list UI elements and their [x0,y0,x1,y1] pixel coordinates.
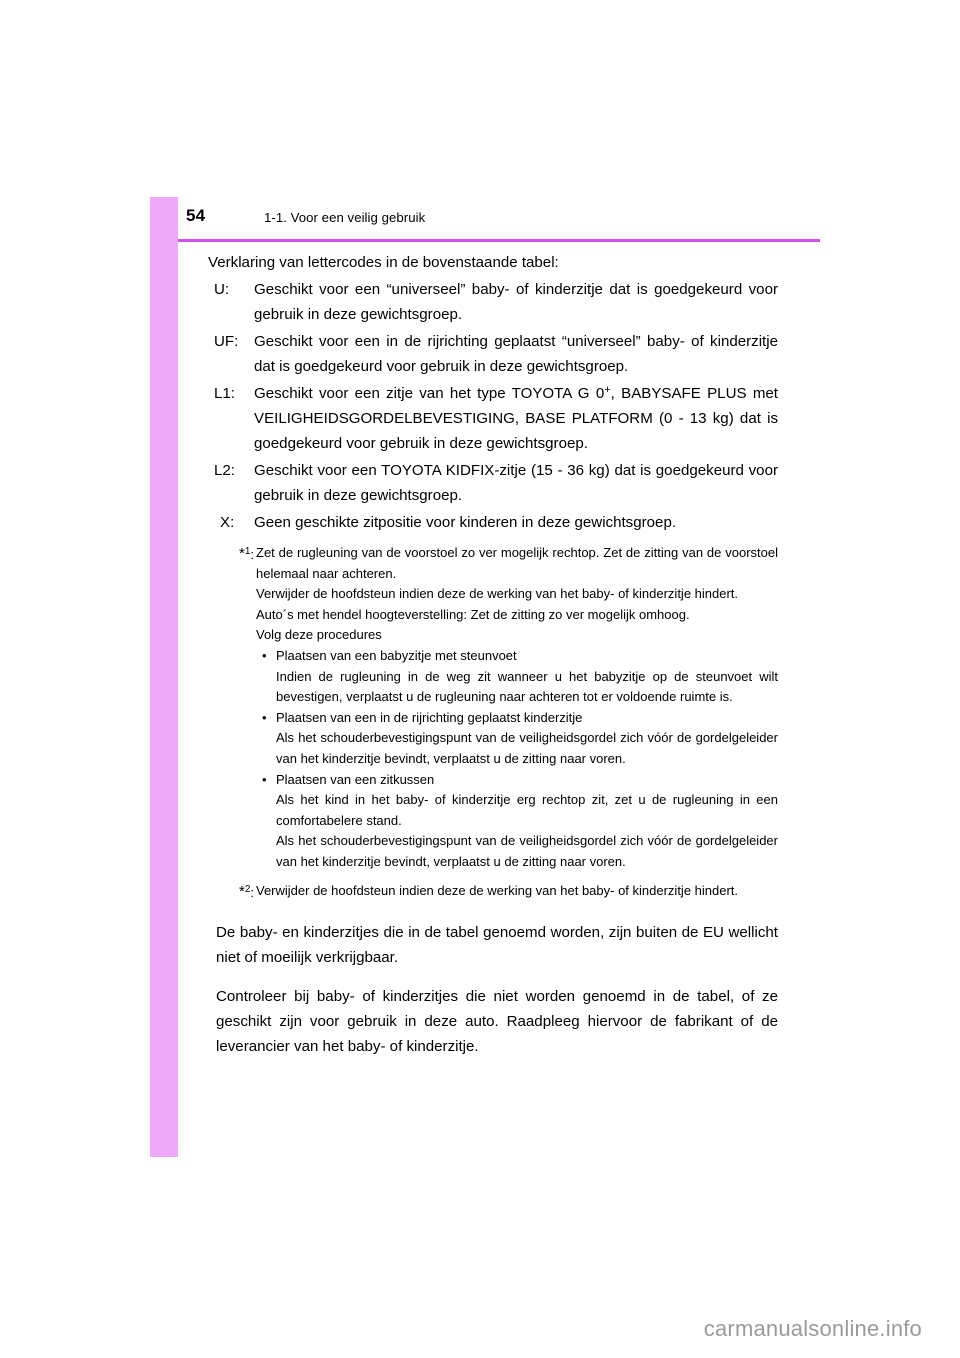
section-color-tab [150,197,178,1157]
closing-paragraph: De baby- en kinderzitjes die in de tabel genoemd worden, zijn buiten de EU wellicht niet of moeilijk verkrijgbaar. [216,923,778,966]
footnote-paragraph: Auto´s met hendel hoogteverstelling: Zet de zitting zo ver mogelijk omhoog. [256,606,690,622]
list-item [256,708,778,770]
definition-row-l2 [208,458,778,508]
page-content [208,250,778,1059]
definition-text-part1: Geschikt voor een zitje van het type TOYOTA G 0 [254,385,605,402]
list-item [256,770,778,873]
page-number: 54 [186,206,206,225]
definition-text-part2: , BABYSAFE PLUS met VEILIGHEIDSGORDELBEVESTIGING, BASE PLATFORM (0 - 13 kg) dat is goedgekeurd voor gebruik in deze gewichtsgroep. [254,385,778,452]
footnote-2 [208,881,778,903]
footnote-paragraph: Zet de rugleuning van de voorstoel zo ver mogelijk rechtop. Zet de zitting van de voorstoel helemaal naar achteren. [256,545,778,581]
definition-code: X: [220,514,235,531]
definition-row-u [208,277,778,327]
footnote-paragraph: Verwijder de hoofdsteun indien deze de werking van het baby- of kinderzitje hindert. [256,586,739,602]
definition-text [254,381,778,456]
section-title: 1-1. Voor een veilig gebruik [264,210,426,225]
footnote-paragraph: Volg deze procedures [256,627,382,643]
footnote-colon: : [250,884,254,900]
footnote-colon: : [250,547,254,562]
definition-code: UF: [214,333,239,350]
list-item-heading: Plaatsen van een babyzitje met steunvoet [276,647,517,663]
list-item-paragraph: Als het schouderbevestigingspunt van de veiligheidsgordel zich vóór de gordelgeleider van het kinderzitje bevindt, verplaatst u de zitting naar voren. [276,730,778,766]
footnote-number: 1 [244,546,251,557]
bullet-icon: • [262,771,267,787]
footnote-paragraph: Verwijder de hoofdsteun indien deze de werking van het baby- of kinderzitje hindert. [256,882,739,898]
definition-text: Geen geschikte zitpositie voor kinderen in deze gewichtsgroep. [254,514,677,531]
footnote-asterisk: * [238,545,245,562]
header-divider [178,239,820,242]
closing-paragraph: Controleer bij baby- of kinderzitjes die niet worden genoemd in de tabel, of ze geschikt zijn voor gebruik in deze auto. Raadpleeg hiervoor de fabrikant of de leverancier van het baby- of kinderzitje. [216,987,778,1055]
definition-row-l1 [208,381,778,456]
footnote-2-body [256,881,778,902]
footnote-2-marker [208,881,256,903]
definition-text: Geschikt voor een in de rijrichting geplaatst “universeel” baby- of kinderzitje dat is goedgekeurd voor gebruik in deze gewichtsgroep. [254,333,778,375]
footnote-1-body [256,543,778,873]
superscript-plus: + [604,384,611,396]
footnote-number: 2 [244,883,251,895]
list-item-heading: Plaatsen van een zitkussen [276,771,435,787]
definition-text: Geschikt voor een TOYOTA KIDFIX-zitje (15 - 36 kg) dat is goedgekeurd voor gebruik in deze gewichtsgroep. [254,462,778,504]
bullet-icon: • [262,709,267,725]
lead-paragraph: Verklaring van lettercodes in de bovenstaande tabel: [208,254,559,271]
site-watermark: carmanualsonline.info [703,1316,922,1341]
bullet-icon: • [262,647,267,663]
definition-code: L1: [214,385,235,402]
definition-text: Geschikt voor een “universeel” baby- of kinderzitje dat is goedgekeurd voor gebruik in deze gewichtsgroep. [254,281,778,323]
list-item [256,646,778,708]
list-item-heading: Plaatsen van een in de rijrichting geplaatst kinderzitje [276,709,583,725]
list-item-paragraph: Als het schouderbevestigingspunt van de veiligheidsgordel zich vóór de gordelgeleider van het kinderzitje bevindt, verplaatst u de zitting naar voren. [276,833,778,869]
footnote-1-marker [208,543,256,565]
closing-section [208,920,778,1059]
definition-row-uf [208,329,778,379]
definition-row-x [208,510,778,535]
definition-code: U: [214,281,230,298]
list-item-paragraph: Als het kind in het baby- of kinderzitje erg rechtop zit, zet u de rugleuning in een comfortabelere stand. [276,792,778,828]
list-item-paragraph: Indien de rugleuning in de weg zit wanneer u het babyzitje op de steunvoet wilt bevestigen, verplaatst u de rugleuning naar achteren tot er voldoende ruimte is. [276,668,778,705]
footnote-asterisk: * [238,882,245,900]
procedure-list [256,646,778,873]
footnote-1 [208,543,778,873]
definition-code: L2: [214,462,235,479]
page-header [178,206,820,240]
